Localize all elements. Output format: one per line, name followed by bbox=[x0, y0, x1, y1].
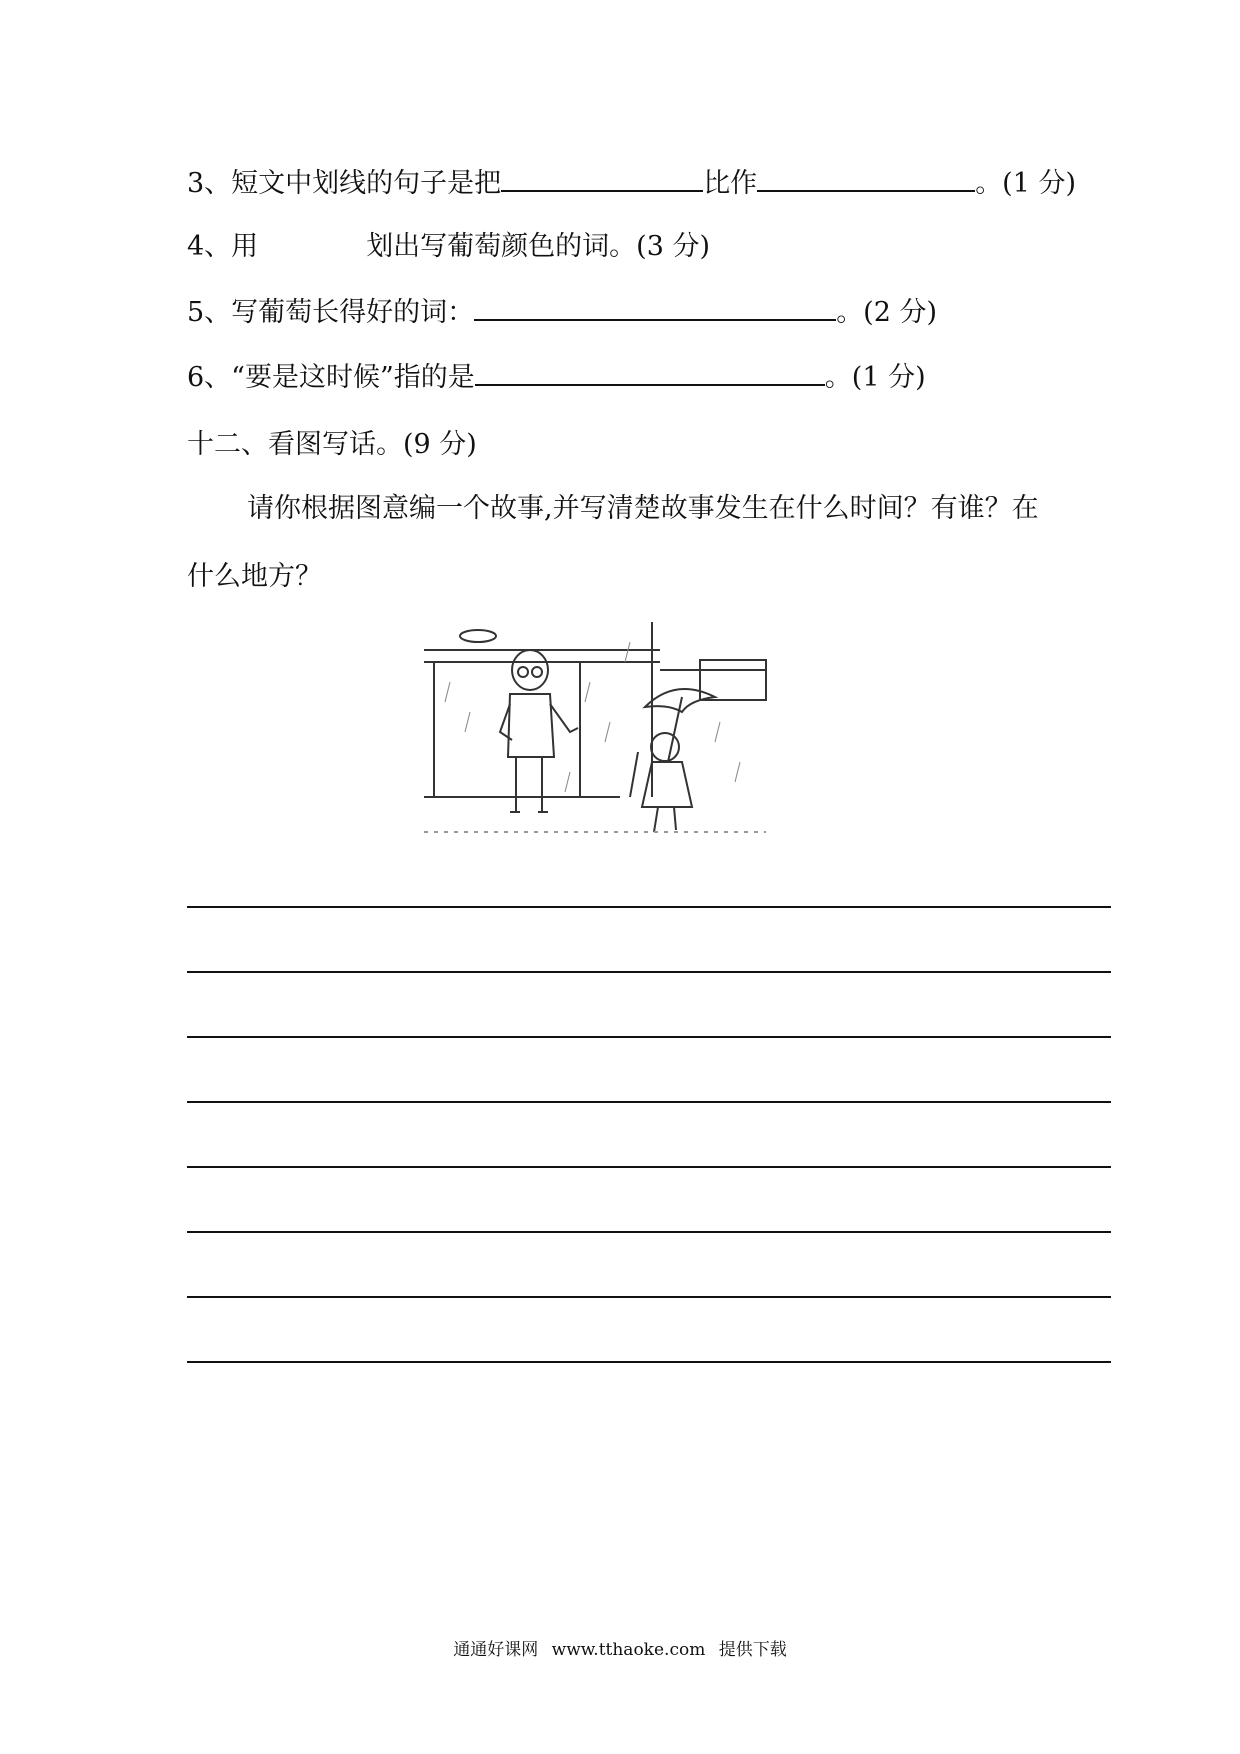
question-4-text: 4、用 bbox=[187, 231, 259, 262]
question-3 bbox=[187, 166, 1076, 201]
question-6-score: 。(1 分) bbox=[824, 362, 926, 393]
writing-line-7[interactable] bbox=[187, 1296, 1111, 1298]
footer-site-name: 通通好课网 bbox=[453, 1640, 539, 1660]
question-6-text: 6、“要是这时候”指的是 bbox=[187, 362, 475, 393]
footer-suffix: 提供下载 bbox=[718, 1640, 787, 1660]
question-5-score: 。(2 分) bbox=[836, 297, 938, 328]
writing-line-6[interactable] bbox=[187, 1231, 1111, 1233]
writing-line-4[interactable] bbox=[187, 1101, 1111, 1103]
section-12-instruction-line2: 什么地方？ bbox=[187, 561, 322, 592]
writing-line-8[interactable] bbox=[187, 1361, 1111, 1363]
question-4 bbox=[187, 230, 710, 264]
question-4-instruction: 划出写葡萄颜色的词。(3 分) bbox=[366, 231, 711, 262]
footer-url[interactable]: www.tthaoke.com bbox=[551, 1640, 706, 1660]
question-6 bbox=[187, 360, 926, 395]
writing-line-2[interactable] bbox=[187, 971, 1111, 973]
writing-line-1[interactable] bbox=[187, 906, 1111, 908]
page-footer bbox=[0, 1635, 1240, 1660]
section-12-instruction-line1: 请你根据图意编一个故事,并写清楚故事发生在什么时间？有谁？在 bbox=[247, 493, 1039, 524]
question-3-compare-text: 比作 bbox=[703, 168, 758, 199]
answer-blank-5[interactable] bbox=[474, 295, 836, 321]
rain-scene-illustration bbox=[420, 622, 770, 854]
answer-blank-6[interactable] bbox=[475, 360, 825, 386]
answer-blank-3a[interactable] bbox=[501, 166, 703, 192]
section-12-heading: 十二、看图写话。(9 分) bbox=[187, 429, 477, 460]
question-5-text: 5、写葡萄长得好的词： bbox=[187, 297, 475, 328]
writing-line-5[interactable] bbox=[187, 1166, 1111, 1168]
question-3-text: 3、短文中划线的句子是把 bbox=[187, 168, 502, 199]
answer-blank-3b[interactable] bbox=[757, 166, 975, 192]
question-5 bbox=[187, 295, 937, 330]
question-3-score: 。(1 分) bbox=[975, 168, 1077, 199]
writing-line-3[interactable] bbox=[187, 1036, 1111, 1038]
